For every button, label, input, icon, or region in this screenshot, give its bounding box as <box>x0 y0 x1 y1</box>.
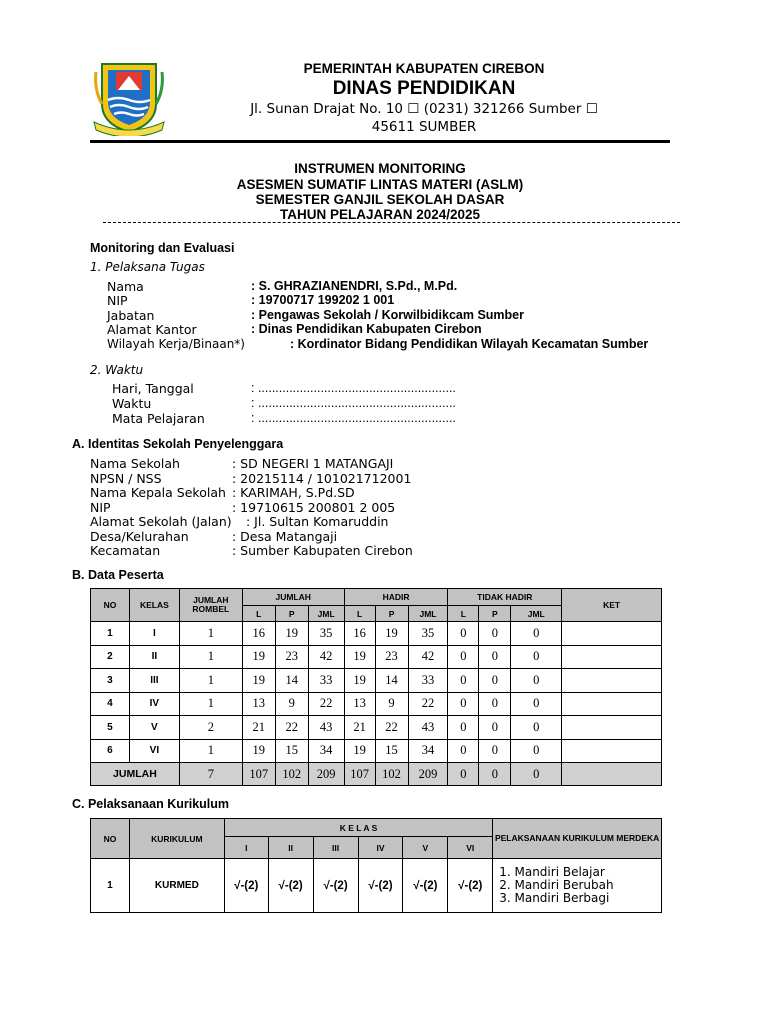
row-kelas: V <box>129 716 179 740</box>
row-no: 1 <box>91 622 130 646</box>
total-row <box>91 763 662 786</box>
table-row <box>91 739 662 763</box>
row-hadir-l: 19 <box>344 669 375 693</box>
id-value-kecamatan: : Sumber Kabupaten Cirebon <box>232 543 413 558</box>
kur-row-no: 1 <box>91 859 130 913</box>
time-label-waktu: Waktu <box>112 396 152 411</box>
total-tidak-l: 0 <box>448 763 479 786</box>
field-label-nama: Nama <box>107 279 144 294</box>
kur-header-class-ii: II <box>268 837 313 859</box>
row-jumlah-jml: 35 <box>308 622 344 646</box>
row-jumlah-jml: 33 <box>308 669 344 693</box>
row-ket <box>562 716 662 740</box>
id-label-alamat: Alamat Sekolah (Jalan) <box>90 514 232 529</box>
row-hadir-jml: 42 <box>408 645 448 669</box>
total-tidak-jml: 0 <box>511 763 562 786</box>
row-tidak-jml: 0 <box>511 622 562 646</box>
id-value-npsn: : 20215114 / 101021712001 <box>232 471 412 486</box>
kurikulum-row <box>91 859 662 913</box>
row-hadir-jml: 43 <box>408 716 448 740</box>
kur-mark-iii: √-(2) <box>313 859 358 913</box>
header-jumlah: JUMLAH <box>242 589 344 606</box>
peserta-rows <box>91 622 662 763</box>
peserta-heading: B. Data Peserta <box>72 568 164 582</box>
field-value-nip: : 19700717 199202 1 001 <box>251 293 395 307</box>
row-rombel: 1 <box>179 739 242 763</box>
row-tidak-jml: 0 <box>511 645 562 669</box>
time-label-hari: Hari, Tanggal <box>112 381 194 396</box>
section-waktu: 2. Waktu <box>90 363 144 377</box>
row-rombel: 1 <box>179 622 242 646</box>
header-jumlah-jml: JML <box>308 606 344 622</box>
row-jumlah-jml: 34 <box>308 739 344 763</box>
kur-header-class-iii: III <box>313 837 358 859</box>
kur-header-class-v: V <box>403 837 448 859</box>
field-label-alamat-kantor: Alamat Kantor <box>107 322 197 337</box>
header-tidak-hadir: TIDAK HADIR <box>448 589 562 606</box>
time-value-mapel: : ......................................................... <box>251 411 456 425</box>
kur-options <box>493 859 662 913</box>
table-row <box>91 645 662 669</box>
row-tidak-l: 0 <box>448 716 479 740</box>
row-jumlah-p: 22 <box>275 716 308 740</box>
row-hadir-jml: 35 <box>408 622 448 646</box>
kur-header-class-vi: VI <box>448 837 493 859</box>
header-tidak-p: P <box>479 606 511 622</box>
row-hadir-p: 15 <box>375 739 408 763</box>
row-rombel: 1 <box>179 692 242 716</box>
row-ket <box>562 669 662 693</box>
kur-option-3: 3. Mandiri Berbagi <box>499 891 610 905</box>
title-line-3: SEMESTER GANJIL SEKOLAH DASAR <box>255 192 505 207</box>
row-jumlah-l: 19 <box>242 645 275 669</box>
row-rombel: 1 <box>179 669 242 693</box>
id-value-desa: : Desa Matangaji <box>232 529 338 544</box>
header-no: NO <box>91 589 130 622</box>
kur-option-1: 1. Mandiri Belajar <box>499 865 605 879</box>
row-hadir-l: 16 <box>344 622 375 646</box>
row-jumlah-p: 14 <box>275 669 308 693</box>
row-tidak-p: 0 <box>479 739 511 763</box>
time-value-hari: : ......................................................... <box>251 381 456 395</box>
row-jumlah-jml: 42 <box>308 645 344 669</box>
id-value-kepala: : KARIMAH, S.Pd.SD <box>232 485 355 500</box>
row-tidak-l: 0 <box>448 739 479 763</box>
row-no: 2 <box>91 645 130 669</box>
title-dashed-divider <box>103 222 680 223</box>
total-hadir-jml: 209 <box>408 763 448 786</box>
row-kelas: II <box>129 645 179 669</box>
row-hadir-jml: 34 <box>408 739 448 763</box>
row-tidak-jml: 0 <box>511 716 562 740</box>
row-jumlah-l: 19 <box>242 739 275 763</box>
row-hadir-p: 14 <box>375 669 408 693</box>
kur-header-kurikulum: KURIKULUM <box>129 819 224 859</box>
address-line-2: 45611 SUMBER <box>371 119 477 135</box>
field-value-nama: : S. GHRAZIANENDRI, S.Pd., M.Pd. <box>251 279 458 293</box>
header-hadir-p: P <box>375 606 408 622</box>
row-hadir-p: 9 <box>375 692 408 716</box>
row-tidak-p: 0 <box>479 716 511 740</box>
header-tidak-l: L <box>448 606 479 622</box>
row-hadir-jml: 33 <box>408 669 448 693</box>
header-hadir-l: L <box>344 606 375 622</box>
monev-heading: Monitoring dan Evaluasi <box>90 241 235 255</box>
row-hadir-l: 13 <box>344 692 375 716</box>
kabupaten-cirebon-logo <box>92 60 166 136</box>
row-tidak-jml: 0 <box>511 669 562 693</box>
kur-header-class-i: I <box>224 837 268 859</box>
id-value-alamat: : Jl. Sultan Komaruddin <box>246 514 389 529</box>
time-label-mapel: Mata Pelajaran <box>112 411 205 426</box>
table-row <box>91 716 662 740</box>
total-jumlah-l: 107 <box>242 763 275 786</box>
total-hadir-p: 102 <box>375 763 408 786</box>
row-jumlah-p: 15 <box>275 739 308 763</box>
row-rombel: 1 <box>179 645 242 669</box>
id-label-kecamatan: Kecamatan <box>90 543 161 558</box>
department-name: DINAS PENDIDIKAN <box>332 78 516 99</box>
kur-mark-v: √-(2) <box>403 859 448 913</box>
table-row <box>91 669 662 693</box>
row-no: 3 <box>91 669 130 693</box>
section-pelaksana: 1. Pelaksana Tugas <box>90 260 205 274</box>
header-hadir-jml: JML <box>408 606 448 622</box>
field-label-wilayah: Wilayah Kerja/Binaan*) <box>107 337 245 351</box>
row-jumlah-l: 16 <box>242 622 275 646</box>
kur-header-class-iv: IV <box>358 837 403 859</box>
field-value-wilayah: : Kordinator Bidang Pendidikan Wilayah Kecamatan Sumber <box>290 337 649 351</box>
header-tidak-jml: JML <box>511 606 562 622</box>
data-peserta-table <box>90 588 662 786</box>
kurikulum-heading: C. Pelaksanaan Kurikulum <box>72 797 230 811</box>
row-tidak-p: 0 <box>479 669 511 693</box>
row-tidak-jml: 0 <box>511 739 562 763</box>
total-ket <box>562 763 662 786</box>
row-jumlah-l: 21 <box>242 716 275 740</box>
id-value-nama-sekolah: : SD NEGERI 1 MATANGAJI <box>232 456 394 471</box>
row-jumlah-p: 19 <box>275 622 308 646</box>
field-value-jabatan: : Pengawas Sekolah / Korwilbidikcam Sumber <box>251 308 524 322</box>
total-label: JUMLAH <box>91 763 180 786</box>
kur-option-2: 2. Mandiri Berubah <box>499 878 614 892</box>
identity-heading: A. Identitas Sekolah Penyelenggara <box>72 437 284 451</box>
address-line-1: Jl. Sunan Drajat No. 10 ☐ (0231) 321266 Sumber ☐ <box>250 101 598 117</box>
row-hadir-p: 23 <box>375 645 408 669</box>
row-tidak-l: 0 <box>448 669 479 693</box>
row-tidak-l: 0 <box>448 622 479 646</box>
header-jumlah-rombel: JUMLAH ROMBEL <box>179 589 242 622</box>
header-ket: KET <box>562 589 662 622</box>
row-jumlah-jml: 43 <box>308 716 344 740</box>
row-hadir-p: 19 <box>375 622 408 646</box>
kur-row-name: KURMED <box>129 859 224 913</box>
row-hadir-jml: 22 <box>408 692 448 716</box>
time-value-waktu: : ......................................................... <box>251 396 456 410</box>
kur-mark-iv: √-(2) <box>358 859 403 913</box>
row-tidak-p: 0 <box>479 622 511 646</box>
row-ket <box>562 739 662 763</box>
id-label-npsn: NPSN / NSS <box>90 471 162 486</box>
table-row <box>91 622 662 646</box>
kur-header-kelas: K E L A S <box>224 819 492 837</box>
row-no: 6 <box>91 739 130 763</box>
id-label-desa: Desa/Kelurahan <box>90 529 189 544</box>
row-hadir-p: 22 <box>375 716 408 740</box>
total-hadir-l: 107 <box>344 763 375 786</box>
id-value-nip: : 19710615 200801 2 005 <box>232 500 396 515</box>
header-jumlah-l: L <box>242 606 275 622</box>
field-value-alamat-kantor: : Dinas Pendidikan Kabupaten Cirebon <box>251 322 482 336</box>
kurikulum-table <box>90 818 662 913</box>
row-kelas: IV <box>129 692 179 716</box>
row-jumlah-p: 9 <box>275 692 308 716</box>
row-ket <box>562 645 662 669</box>
kur-header-no: NO <box>91 819 130 859</box>
row-rombel: 2 <box>179 716 242 740</box>
row-jumlah-p: 23 <box>275 645 308 669</box>
title-line-4: TAHUN PELAJARAN 2024/2025 <box>279 207 481 222</box>
row-tidak-p: 0 <box>479 692 511 716</box>
row-ket <box>562 692 662 716</box>
row-jumlah-l: 19 <box>242 669 275 693</box>
row-kelas: I <box>129 622 179 646</box>
row-kelas: VI <box>129 739 179 763</box>
row-kelas: III <box>129 669 179 693</box>
row-ket <box>562 622 662 646</box>
row-tidak-p: 0 <box>479 645 511 669</box>
header-jumlah-p: P <box>275 606 308 622</box>
row-no: 4 <box>91 692 130 716</box>
table-row <box>91 692 662 716</box>
row-tidak-l: 0 <box>448 645 479 669</box>
row-tidak-l: 0 <box>448 692 479 716</box>
title-line-2: ASESMEN SUMATIF LINTAS MATERI (ASLM) <box>236 177 524 192</box>
row-jumlah-l: 13 <box>242 692 275 716</box>
id-label-nip: NIP <box>90 500 111 515</box>
field-label-nip: NIP <box>107 293 128 308</box>
row-hadir-l: 19 <box>344 645 375 669</box>
row-tidak-jml: 0 <box>511 692 562 716</box>
total-tidak-p: 0 <box>479 763 511 786</box>
id-label-kepala: Nama Kepala Sekolah <box>90 485 226 500</box>
total-jumlah-jml: 209 <box>308 763 344 786</box>
government-name: PEMERINTAH KABUPATEN CIREBON <box>303 61 545 76</box>
total-jumlah-p: 102 <box>275 763 308 786</box>
row-jumlah-jml: 22 <box>308 692 344 716</box>
header-hadir: HADIR <box>344 589 448 606</box>
kur-mark-i: √-(2) <box>224 859 268 913</box>
kur-header-pelaksanaan: PELAKSANAAN KURIKULUM MERDEKA <box>493 819 662 859</box>
row-hadir-l: 19 <box>344 739 375 763</box>
kur-mark-vi: √-(2) <box>448 859 493 913</box>
kur-mark-ii: √-(2) <box>268 859 313 913</box>
total-rombel: 7 <box>179 763 242 786</box>
row-hadir-l: 21 <box>344 716 375 740</box>
id-label-nama-sekolah: Nama Sekolah <box>90 456 180 471</box>
row-no: 5 <box>91 716 130 740</box>
field-label-jabatan: Jabatan <box>107 308 155 323</box>
header-kelas: KELAS <box>129 589 179 622</box>
title-line-1: INSTRUMEN MONITORING <box>294 161 466 176</box>
header-divider <box>90 140 670 143</box>
